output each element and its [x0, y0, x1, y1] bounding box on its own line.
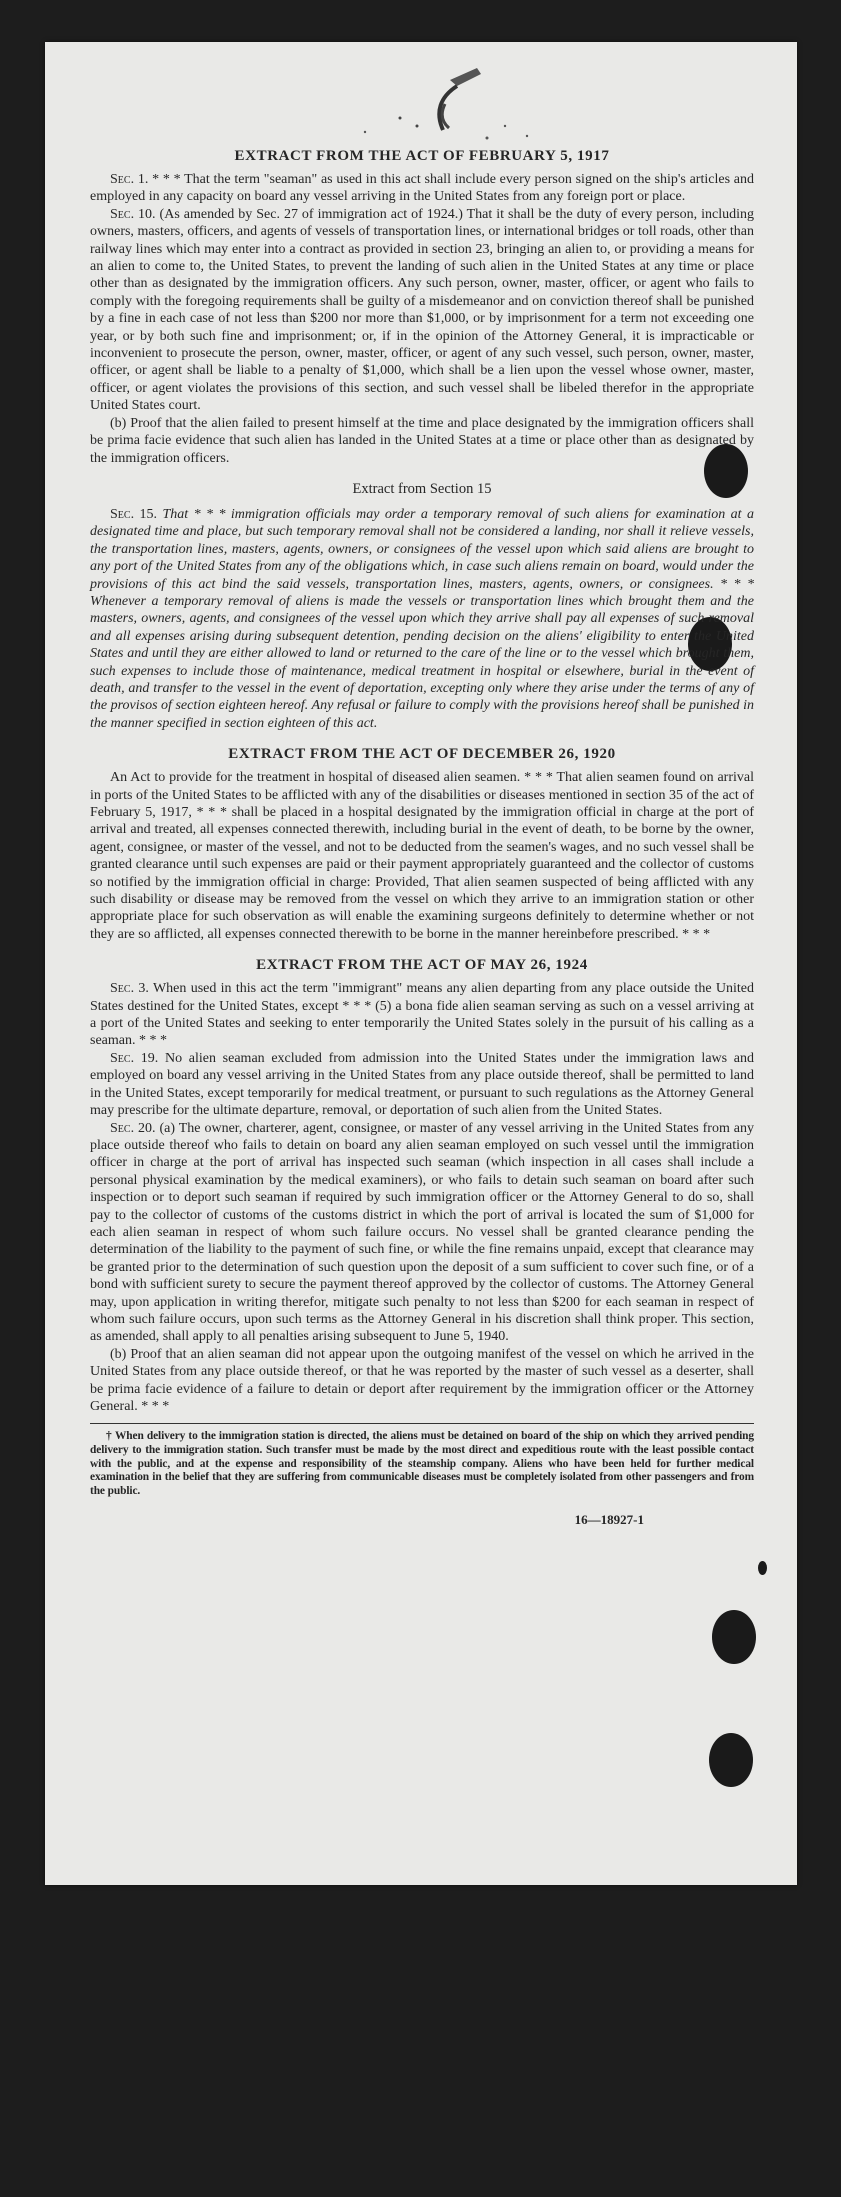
paragraph [90, 1050, 754, 1120]
paragraph-text: (b) Proof that the alien failed to present himself at the time and place designated by the immigration officers shall be prima facie evidence that such alien has landed in the United States at a time or place other than as designated by the immigration officers. [90, 415, 754, 466]
paragraph-text: When used in this act the term "immigrant" means any alien departing from any place outside the United States destined for the United States, except * * * (5) a bona fide alien seaman serving as such on a vessel arriving at a port of the United States and seeking to enter temporarily the United States solely in the pursuit of his calling as a seaman. * * * [90, 981, 754, 1049]
section-label: Sec. 20. [110, 1120, 156, 1136]
section-heading: EXTRACT FROM THE ACT OF DECEMBER 26, 1920 [228, 746, 616, 763]
section-subheading: Extract from Section 15 [352, 480, 492, 497]
section-heading: EXTRACT FROM THE ACT OF MAY 26, 1924 [256, 957, 588, 974]
footnote-divider [90, 1423, 754, 1424]
paragraph [90, 980, 754, 1050]
form-number: 16—18927-1 [574, 1512, 644, 1528]
punch-hole [758, 1561, 767, 1575]
paragraph-text: (b) Proof that an alien seaman did not appear upon the outgoing manifest of the vessel on which he arrived in the United States from any place outside thereof, or that he was reported by the master of such vessel as a deserter, shall be prima facie evidence of a failure to detain or deport after requirement by the immigration officer or the Attorney General. * * * [90, 1346, 754, 1414]
paragraph-text: No alien seaman excluded from admission into the United States under the immigration laws and employed on board any vessel arriving in the United States from any place outside thereof, shall be permitted to land in the United States, except temporarily for medical treatment, or pursuant to such regulations as the Attorney General may prescribe for the ultimate departure, removal, or deportation of such alien from the United States. [90, 1050, 754, 1119]
paragraph [90, 415, 754, 467]
punch-hole [709, 1733, 753, 1787]
punch-hole [712, 1610, 756, 1664]
paragraph [90, 206, 754, 415]
paragraph-text: An Act to provide for the treatment in hospital of diseased alien seamen. * * * That alien seamen found on arrival in ports of the United States to be afflicted with any of the disabilities or diseases mentioned in section 35 of the act of February 5, 1917, * * * shall be placed in a hospital designated by the immigration official in charge at the port of arrival and treated, all expenses connected therewith, including burial in the event of death, to be borne by the owner, agent, consignee, or master of the vessel, and not to be deducted from the seamen's wages, and no such vessel shall be granted clearance until such expenses are paid or their payment appropriately guaranteed and the collector of customs so notified by the immigration official in charge: Provided, That alien seamen suspected of being afflicted with any such disability or disease may be removed from the vessel on which they arrive to an immigration station or other appropriate place for such observation as will enable the examining surgeons definitely to determine whether or not they are so afflicted, all expenses connected therewith to be borne in the manner hereinbefore prescribed. * * * [90, 770, 754, 942]
paragraph [90, 769, 754, 943]
document-text [90, 140, 754, 1528]
section-label: Sec. 10. [110, 206, 156, 222]
footnote: † When delivery to the immigration station is directed, the aliens must be detained on board of the ship on which they arrived pending delivery to the immigration station. Such transfer must be made by the most direct and expeditious route with the least possible contact with the public, and at the expense and responsibility of the steamship company. Aliens who have been held for further medical examination in the belief that they are suffering from communicable diseases must be completely isolated from other passengers and from the public. [90, 1430, 754, 1497]
document-page [45, 42, 797, 1885]
section-label: Sec. 3. [110, 981, 149, 997]
paragraph-text: (a) The owner, charterer, agent, consignee, or master of any vessel arriving in the United States from any place outside thereof who fails to detain on board any alien seaman employed on such vessel until the immigration officer in charge at the port of arrival has inspected such seaman (which inspection in all cases shall include a personal physical examination by the medical examiners), or who fails to detain such seaman on board after such inspection or to deport such seaman if required by such immigration officer or the Attorney General to do so, shall pay to the collector of customs of the customs district in which the port of arrival is located the sum of $1,000 for each alien seaman in respect of whom such failure occurs. No vessel shall be granted clearance pending the determination of the liability to the payment of such fine, or while the fine remains unpaid, except that clearance may be granted prior to the determination of such question upon the deposit of a sum sufficient to cover such fine, or of a bond with sufficient surety to secure the payment thereof approved by the collector of customs. The Attorney General may, upon application in writing therefor, mitigate such penalty to not less than $200 for each seaman in respect of whom such failure occurs, upon such terms as the Attorney General in his discretion shall think proper. This section, as amended, shall apply to all penalties arising subsequent to June 5, 1940. [90, 1120, 755, 1345]
paragraph [90, 171, 754, 206]
paragraph-text: * * * That the term "seaman" as used in this act shall include every person signed on the ship's articles and employed in any capacity on board any vessel arriving in the United States from any foreign port or place. [90, 172, 754, 205]
section-label: Sec. 1. [110, 172, 149, 187]
section-label: Sec. 15. [110, 506, 158, 522]
paragraph [90, 1346, 754, 1416]
paragraph [90, 506, 754, 732]
section-heading: EXTRACT FROM THE ACT OF FEBRUARY 5, 1917 [234, 148, 610, 164]
paragraph-text: (As amended by Sec. 27 of immigration act of 1924.) That it shall be the duty of every person, including owners, masters, officers, and agents of vessels of transportation lines, or international bridges or toll roads, other than railway lines which may enter into a contract as provided in section 23, bringing an alien to, or providing a means for an alien to come to, the United States, to prevent the landing of such alien in the United States at any time or place other than as designated by the immigration officers. Any such person, owner, master, officer, or agent who fails to comply with the foregoing requirements shall be guilty of a misdemeanor and on conviction thereof shall be punished by a fine in each case of not less than $200 nor more than $1,000, or by imprisonment for a term not exceeding one year, or by both such fine and imprisonment; or, if in the opinion of the Attorney General, it is impracticable or inconvenient to prosecute the person, owner, master, officer, or agent of any such vessel, such person, owner, master, officer, or agent shall be liable to a penalty of $1,000, which shall be a lien upon the vessel whose owner, master, officer, or agent violates the provisions of this section, and such vessel shall be libeled therefor in the appropriate United States court. [90, 206, 754, 414]
paragraph [90, 1120, 754, 1346]
section-label: Sec. 19. [110, 1050, 159, 1066]
paragraph-text: That * * * immigration officials may order a temporary removal of such aliens for examination at a designated time and place, but such temporary removal shall not be considered a landing, nor shall it relieve vessels, the transportation lines, masters, agents, owners, or consignees of the vessel upon which said aliens are brought to any port of the United States from any of the obligations which, in case such aliens remain on board, would under the provisions of this act bind the said vessels, transportation lines, masters, agents, owners, or consignees. * * * Whenever a temporary removal of aliens is made the vessels or transportation lines which brought them and the masters, owners, agents, and consignees of the vessel upon which they arrive shall pay all expenses of such removal and all expenses arising during subsequent detention, pending decision on the aliens' eligibility to enter the United States and until they are either allowed to land or returned to the care of the line or to the vessel which brought them, such expenses to include those of maintenance, medical treatment in hospital or elsewhere, burial in the event of death, and transfer to the vessel in the event of deportation, excepting only where they arise under the terms of any of the provisos of section eighteen hereof. Any refusal or failure to comply with the provisions hereof shall be punished in the manner specified in section eighteen of this act. [90, 506, 754, 731]
